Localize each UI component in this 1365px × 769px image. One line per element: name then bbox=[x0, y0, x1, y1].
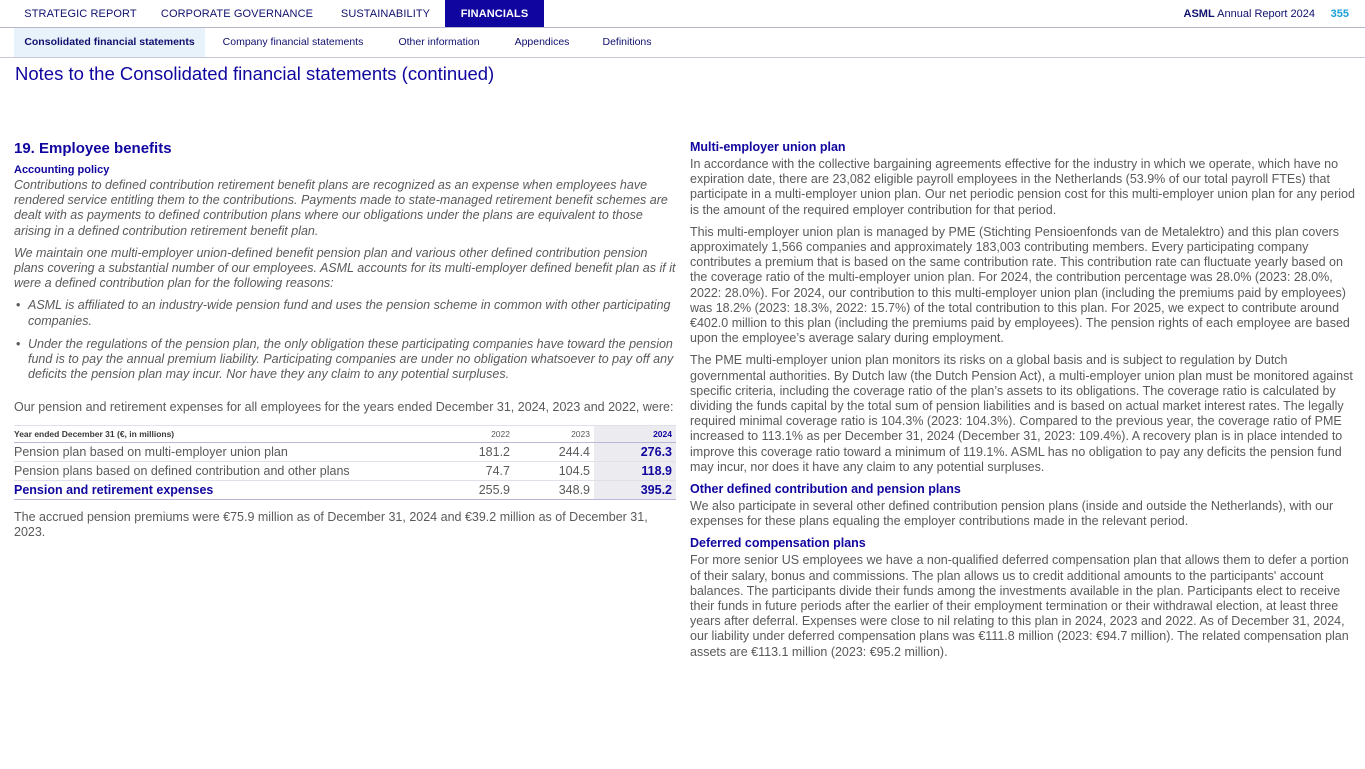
row-value-2023: 104.5 bbox=[514, 461, 594, 480]
subtab-other-information[interactable]: Other information bbox=[398, 36, 480, 48]
subtab-appendices[interactable]: Appendices bbox=[514, 36, 570, 48]
policy-paragraph-2: We maintain one multi-employer union-defined benefit pension plan and various other defined contribution pension plans covering a substantial number of our employees. ASML accounts for its multi-employer defined benefit plan as if it were a defined contribution plan for the following reasons: bbox=[14, 245, 676, 291]
accounting-policy-heading: Accounting policy bbox=[14, 164, 110, 176]
page-title: Notes to the Consolidated financial statements (continued) bbox=[15, 63, 495, 84]
reason-bullet-2: • Under the regulations of the pension plan, the only obligation these participating companies have toward the pension fund is to pay the annual premium liability. Participating companies are under no obligation whatsoever to pay off any deficits the pension plan may incur. Nor have they any claim to any potential surpluses. bbox=[14, 337, 676, 383]
total-label: Pension and retirement expenses bbox=[14, 480, 426, 499]
total-value-2022: 255.9 bbox=[426, 480, 514, 499]
brand-name: ASML bbox=[1183, 8, 1215, 20]
subtab-definitions[interactable]: Definitions bbox=[602, 36, 652, 48]
page-number: 355 bbox=[1330, 8, 1349, 20]
tab-strategic-report[interactable]: STRATEGIC REPORT bbox=[24, 8, 137, 20]
deferred-compensation-paragraph: For more senior US employees we have a non-qualified deferred compensation plan that allows them to defer a portion of their salary, bonus and commissions. The plan allows us to credit additional amounts to the participants' account balances. The participants divide their funds among the investments available in the plan. Participants elect to receive their funds in future periods after the earlier of their employment termination or their withdrawal election, at least three years after deferral. Expenses were close to nil relating to this plan in 2024, 2023 and 2022. As of December 31, 2024, our liability under deferred compensation plans was €111.8 million (2023: €94.7 million). The related compensation plan assets are €113.1 million (2023: €95.2 million). bbox=[690, 553, 1349, 659]
total-value-2024: 395.2 bbox=[594, 480, 676, 499]
multi-employer-paragraph-2: This multi-employer union plan is managed by PME (Stichting Pensioenfonds van de Metalektro) and this plan covers approximately 1,566 companies and approximately 183,003 contributing members. Every participating company contributes a premium that is based on the same contribution rate. This contribution rate can fluctuate yearly based on the coverage ratio of the multi-employer union plan. For 2024, the contribution percentage was 28.0% (2023: 28.0%, 2022: 28.0%). For 2024, our contribution to this multi-employer union plan (including the premiums paid by employees) was 18.2% (2023: 18.3%, 2022: 15.7%) of the total contribution to this plan. For 2025, we expect to contribute around €402.0 million to this plan (including the premiums paid by employees). The pension rights of each employee are based upon the employee’s average salary during employment. bbox=[690, 224, 1350, 346]
row-value-2024: 276.3 bbox=[594, 442, 676, 461]
other-plans-heading: Other defined contribution and pension plans bbox=[690, 482, 961, 497]
reasons-list bbox=[14, 298, 676, 382]
table-row bbox=[14, 442, 676, 461]
brand-report-title: Annual Report 2024 bbox=[1214, 8, 1315, 20]
left-column bbox=[14, 140, 676, 547]
multi-employer-heading: Multi-employer union plan bbox=[690, 140, 846, 154]
expenses-intro: Our pension and retirement expenses for all employees for the years ended December 31, 2024, 2023 and 2022, were: bbox=[14, 400, 674, 415]
reason-bullet-1: • ASML is affiliated to an industry-wide pension fund and uses the pension scheme in common with other participating companies. bbox=[14, 298, 676, 328]
row-value-2023: 244.4 bbox=[514, 442, 594, 461]
table-header-2022: 2022 bbox=[426, 425, 514, 442]
multi-employer-paragraph-1: In accordance with the collective bargaining agreements effective for the industry in which we operate, which have no expiration date, there are 23,082 eligible payroll employees in the Netherlands (53.9% of our total payroll FTEs) that participate in a multi-employer union plan. Our net periodic pension cost for this multi-employer union plan for any period is the amount of the required employer contribution for that period. bbox=[690, 157, 1355, 217]
row-label: Pension plans based on defined contribution and other plans bbox=[14, 461, 426, 480]
accrued-premiums-text: The accrued pension premiums were €75.9 million as of December 31, 2024 and €39.2 million as of December 31, 2023. bbox=[14, 509, 648, 539]
report-brand bbox=[1184, 0, 1315, 29]
section-title: 19. Employee benefits bbox=[14, 140, 172, 157]
row-label: Pension plan based on multi-employer union plan bbox=[14, 442, 426, 461]
policy-paragraph-1: Contributions to defined contribution retirement benefit plans are recognized as an expense when employees have rendered service entitling them to the contributions. Payments made to state-managed retirement benefit schemes are dealt with as payments to defined contribution plans where our obligations under the plans are equivalent to those arising in a defined contribution retirement benefit plan. bbox=[14, 178, 668, 238]
table-header-label: Year ended December 31 (€, in millions) bbox=[14, 425, 426, 442]
table-header-2023: 2023 bbox=[514, 425, 594, 442]
pension-expenses-table bbox=[14, 425, 676, 500]
section-navigation bbox=[0, 28, 1365, 58]
right-column bbox=[690, 140, 1355, 667]
tab-sustainability[interactable]: SUSTAINABILITY bbox=[340, 8, 431, 20]
row-value-2022: 181.2 bbox=[426, 442, 514, 461]
total-value-2023: 348.9 bbox=[514, 480, 594, 499]
table-header-row bbox=[14, 425, 676, 442]
multi-employer-paragraph-3: The PME multi-employer union plan monitors its risks on a global basis and is subject to regulation by Dutch governmental authorities. By Dutch law (the Dutch Pension Act), a multi-employer union plan must be monitored against specific criteria, including the coverage ratio of the plan’s assets to its obligations. The coverage ratio is calculated by dividing the funds capital by the total sum of pension liabilities and is based on actual market interest rates. The legally required minimal coverage ratio is 104.3% (2023: 104.3%). Compared to the previous year, the coverage ratio of PME increased to 113.1% as per December 31, 2024 (December 31, 2023: 109.4%). A recovery plan is in place intended to improve this coverage ratio toward a minimum of 119.1%. ASML has no obligation to pay any deficits the pension fund may incur, nor does it have any claim to any potential surpluses. bbox=[690, 353, 1353, 474]
subtab-consolidated-financial-statements[interactable]: Consolidated financial statements bbox=[14, 28, 205, 57]
deferred-compensation-heading: Deferred compensation plans bbox=[690, 536, 866, 551]
row-value-2022: 74.7 bbox=[426, 461, 514, 480]
table-total-row bbox=[14, 480, 676, 499]
other-plans-paragraph: We also participate in several other defined contribution pension plans (inside and outside the Netherlands), with our expenses for these plans equaling the employer contributions made in the relevant period. bbox=[690, 499, 1334, 529]
tab-corporate-governance[interactable]: CORPORATE GOVERNANCE bbox=[160, 8, 314, 20]
subtab-company-financial-statements[interactable]: Company financial statements bbox=[222, 36, 364, 48]
row-value-2024: 118.9 bbox=[594, 461, 676, 480]
table-row bbox=[14, 461, 676, 480]
table-header-2024: 2024 bbox=[594, 425, 676, 442]
tab-financials[interactable]: FINANCIALS bbox=[445, 0, 544, 27]
top-navigation bbox=[0, 0, 1365, 28]
